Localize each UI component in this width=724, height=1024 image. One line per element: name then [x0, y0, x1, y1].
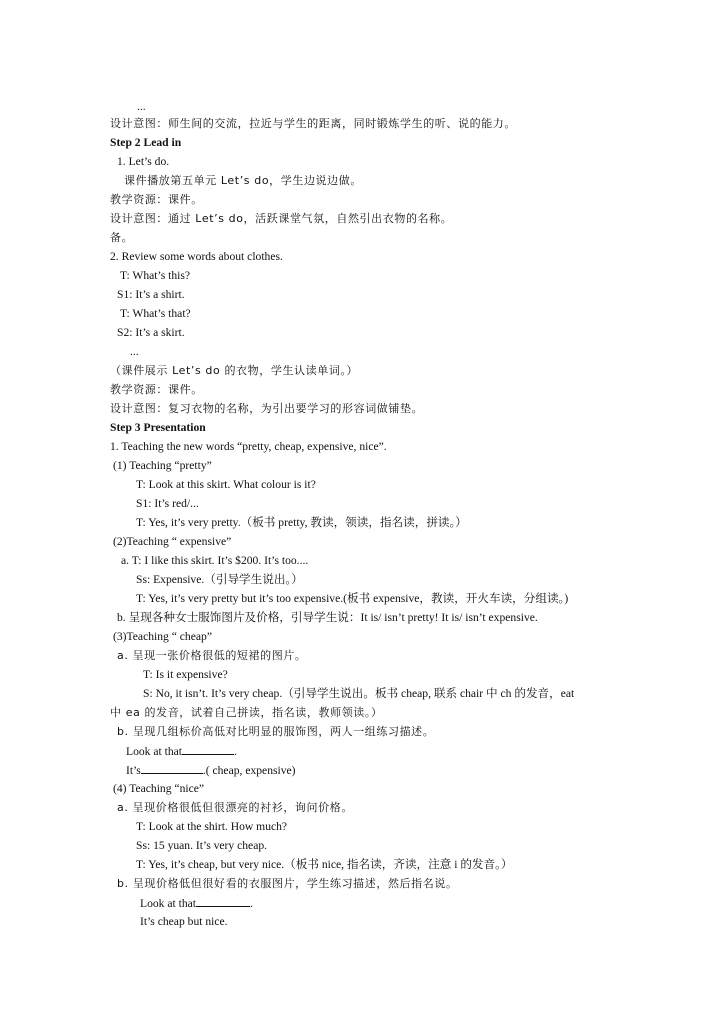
practice-prompt: It’s: [126, 764, 141, 777]
fill-blank: [196, 896, 250, 907]
review-line: 2. Review some words about clothes.: [110, 250, 283, 263]
practice-prompt: Look at that: [140, 897, 197, 910]
design-intent-line: 设计意图：师生间的交流，拉近与学生的距离，同时锻炼学生的听、说的能力。: [110, 117, 516, 130]
dialogue-line: T: Yes, it’s very pretty.（板书 pretty, 教读，领读，指名读，拼读。）: [136, 516, 467, 529]
dialogue-line: T: Look at this skirt. What colour is it?: [136, 478, 316, 491]
dialogue-line: T: Yes, it’s cheap, but very nice.（板书 nice, 指名读，齐读，注意 i 的发音。）: [136, 858, 513, 871]
dialogue-line: S2: It’s a skirt.: [117, 326, 185, 339]
dialogue-line: S1: It’s red/...: [136, 497, 199, 510]
design-intent-line: 设计意图：通过 Let’s do，活跃课堂气氛，自然引出衣物的名称。: [110, 212, 453, 225]
dialogue-line: T: Is it expensive?: [143, 668, 228, 681]
resource-line: 教学资源：课件。: [110, 193, 203, 206]
dialogue-line: T: What’s this?: [120, 269, 191, 282]
practice-line: [140, 896, 253, 911]
resource-line: 教学资源：课件。: [110, 383, 203, 396]
instruction-line: b. 呈现各种女士服饰图片及价格，引导学生说：It is/ isn’t pretty! It is/ isn’t expensive.: [117, 611, 538, 624]
dialogue-line: T: Yes, it’s very pretty but it’s too expensive.(板书 expensive，教读，开火车读，分组读。): [136, 592, 569, 605]
ellipsis-line: ...: [130, 345, 139, 358]
text-line: 备。: [110, 231, 134, 244]
fill-blank: [182, 744, 234, 755]
courseware-line: （课件展示 Let’s do 的衣物，学生认读单词。）: [110, 364, 359, 377]
dialogue-line: Ss: 15 yuan. It’s very cheap.: [136, 839, 268, 852]
practice-line: It’s cheap but nice.: [140, 915, 228, 928]
step2-heading: Step 2 Lead in: [110, 136, 182, 149]
subheading-cheap: (3)Teaching “ cheap”: [113, 630, 212, 643]
subheading-pretty: (1) Teaching “pretty”: [113, 459, 212, 472]
subheading-nice: (4) Teaching “nice”: [113, 782, 205, 795]
step3-heading: Step 3 Presentation: [110, 421, 206, 434]
ellipsis-line: ...: [137, 100, 146, 113]
period: .: [234, 745, 237, 758]
instruction-line: a. 呈现价格很低但很漂亮的衬衫，询问价格。: [117, 801, 353, 814]
dialogue-line: a. T: I like this skirt. It’s $200. It’s too....: [121, 554, 309, 567]
dialogue-line: Ss: Expensive.（引导学生说出。）: [136, 573, 303, 586]
instruction-line: a. 呈现一张价格很低的短裙的图片。: [117, 649, 307, 662]
dialogue-line: S1: It’s a shirt.: [117, 288, 185, 301]
subheading-expensive: (2)Teaching “ expensive”: [113, 535, 232, 548]
dialogue-line: T: Look at the shirt. How much?: [136, 820, 288, 833]
practice-prompt: Look at that: [126, 745, 183, 758]
teaching-words-line: 1. Teaching the new words “pretty, cheap, expensive, nice”.: [110, 440, 387, 453]
practice-line: [126, 763, 296, 778]
instruction-line: b. 呈现价格低但很好看的衣服图片，学生练习描述，然后指名说。: [117, 877, 458, 890]
practice-options: .( cheap, expensive): [202, 764, 296, 777]
instruction-line: b. 呈现几组标价高低对比明显的服饰图，两人一组练习描述。: [117, 725, 435, 738]
practice-line: [126, 744, 237, 759]
dialogue-line: S: No, it isn’t. It’s very cheap.（引导学生说出。板书 cheap, 联系 chair 中 ch 的发音，eat: [143, 687, 575, 700]
dialogue-line: T: What’s that?: [120, 307, 191, 320]
courseware-line: 课件播放第五单元 Let’s do，学生边说边做。: [124, 174, 362, 187]
design-intent-line: 设计意图：复习衣物的名称，为引出要学习的形容词做铺垫。: [110, 402, 424, 415]
fill-blank: [141, 763, 203, 774]
lets-do-line: 1. Let’s do.: [117, 155, 170, 168]
period: .: [250, 897, 253, 910]
continuation-line: 中 ea 的发音，试着自己拼读，指名读，教师领读。）: [110, 706, 383, 719]
